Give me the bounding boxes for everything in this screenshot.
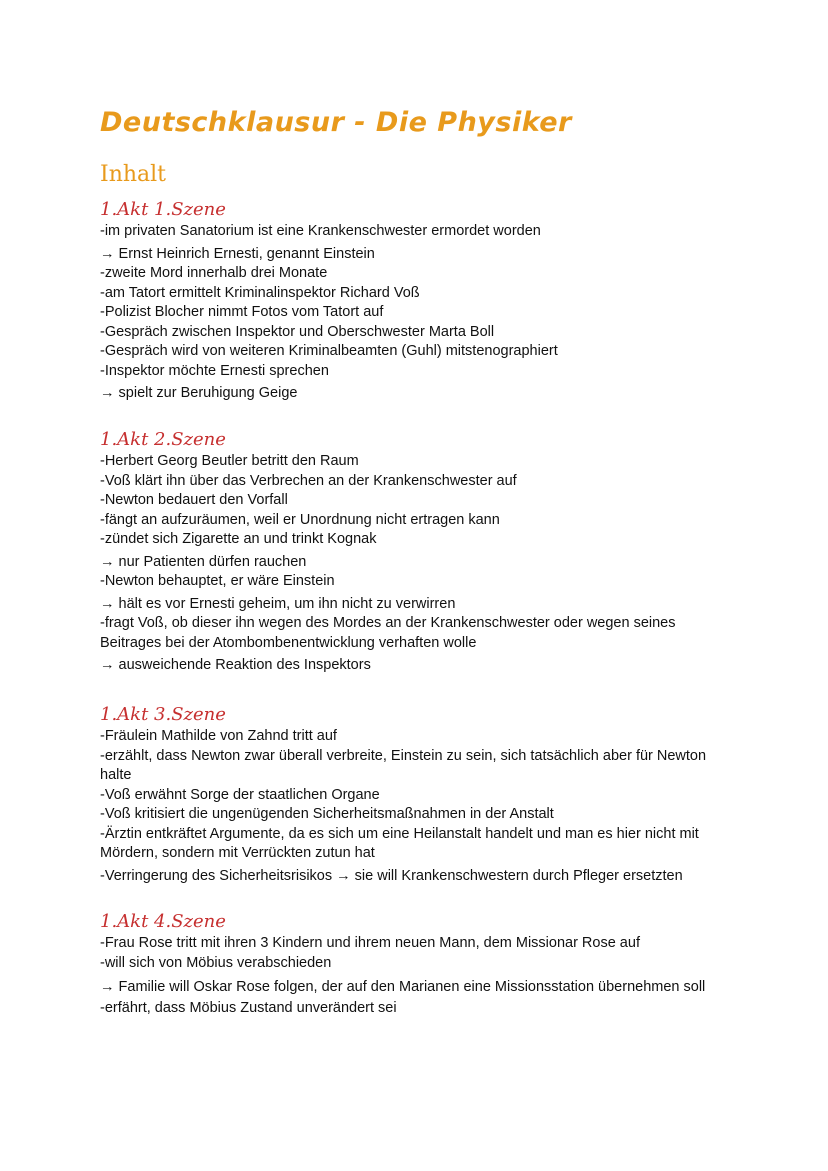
note-line: -am Tatort ermittelt Kriminalinspektor Richard Voß — [100, 284, 420, 301]
note-line: -Gespräch zwischen Inspektor und Oberschwester Marta Boll — [100, 323, 495, 340]
note-line: -Ärztin entkräftet Argumente, da es sich um eine Heilanstalt handelt und man es hier nicht mit Mördern, sondern mit Verrückten zutun hat — [100, 825, 699, 861]
note-line: -Inspektor möchte Ernesti sprechen — [100, 362, 329, 379]
scene-notes-list — [100, 934, 740, 1019]
note-line: -Voß klärt ihn über das Verbrechen an der Krankenschwester auf — [100, 472, 517, 489]
note-line: -im privaten Sanatorium ist eine Krankenschwester ermordet worden — [100, 223, 541, 239]
scene-notes-list — [100, 452, 740, 676]
scene-heading: 1.Akt 4.Szene — [100, 911, 226, 932]
note-line: -Verringerung des Sicherheitsrisikos → sie will Krankenschwestern durch Pfleger ersetzten — [100, 867, 683, 884]
scene-heading: 1.Akt 3.Szene — [100, 704, 226, 725]
scene-1-akt-4-szene — [100, 909, 740, 1019]
note-line: -zündet sich Zigarette an und trinkt Kognak — [100, 531, 377, 547]
note-line-arrow: → Familie will Oskar Rose folgen, der auf den Marianen eine Missionsstation übernehmen soll — [100, 979, 706, 995]
scene-notes-list — [100, 222, 740, 404]
scene-heading: 1.Akt 1.Szene — [100, 199, 226, 220]
note-line: -Polizist Blocher nimmt Fotos vom Tatort auf — [100, 304, 384, 320]
note-line: -erzählt, dass Newton zwar überall verbreite, Einstein zu sein, sich tatsächlich aber für Newton halte — [100, 747, 707, 783]
note-line: -Newton behauptet, er wäre Einstein — [100, 573, 335, 589]
note-line: -zweite Mord innerhalb drei Monate — [100, 265, 328, 281]
note-line: -fragt Voß, ob dieser ihn wegen des Mordes an der Krankenschwester oder wegen seines Beitrages bei der Atombombenentwicklung verhaften wolle — [100, 615, 676, 651]
note-line-arrow: → ausweichende Reaktion des Inspektors — [100, 657, 371, 673]
note-line: -Frau Rose tritt mit ihren 3 Kindern und ihrem neuen Mann, dem Missionar Rose auf — [100, 935, 640, 951]
note-line-arrow: → Ernst Heinrich Ernesti, genannt Einstein — [100, 245, 375, 262]
scene-1-akt-2-szene — [100, 427, 740, 676]
note-line: -Voß erwähnt Sorge der staatlichen Organe — [100, 786, 380, 803]
note-line-arrow: → hält es vor Ernesti geheim, um ihn nicht zu verwirren — [100, 595, 456, 612]
note-line: -Newton bedauert den Vorfall — [100, 492, 288, 508]
scene-heading: 1.Akt 2.Szene — [100, 429, 226, 450]
note-line-arrow: → spielt zur Beruhigung Geige — [100, 385, 298, 401]
note-line: -Fräulein Mathilde von Zahnd tritt auf — [100, 728, 337, 744]
note-line: -Voß kritisiert die ungenügenden Sicherheitsmaßnahmen in der Anstalt — [100, 806, 554, 822]
note-line: -Herbert Georg Beutler betritt den Raum — [100, 453, 359, 469]
note-line-arrow: → nur Patienten dürfen rauchen — [100, 553, 307, 570]
note-line: -will sich von Möbius verabschieden — [100, 954, 332, 971]
scene-1-akt-1-szene — [100, 197, 740, 404]
note-line: -Gespräch wird von weiteren Kriminalbeamten (Guhl) mitstenographiert — [100, 343, 558, 359]
scene-1-akt-3-szene — [100, 702, 740, 886]
note-line: -erfährt, dass Möbius Zustand unverändert sei — [100, 1000, 397, 1016]
section-heading-inhalt: Inhalt — [100, 162, 167, 187]
scene-notes-list — [100, 727, 740, 886]
document-title: Deutschklausur - Die Physiker — [100, 107, 572, 138]
note-line: -fängt an aufzuräumen, weil er Unordnung nicht ertragen kann — [100, 511, 500, 528]
